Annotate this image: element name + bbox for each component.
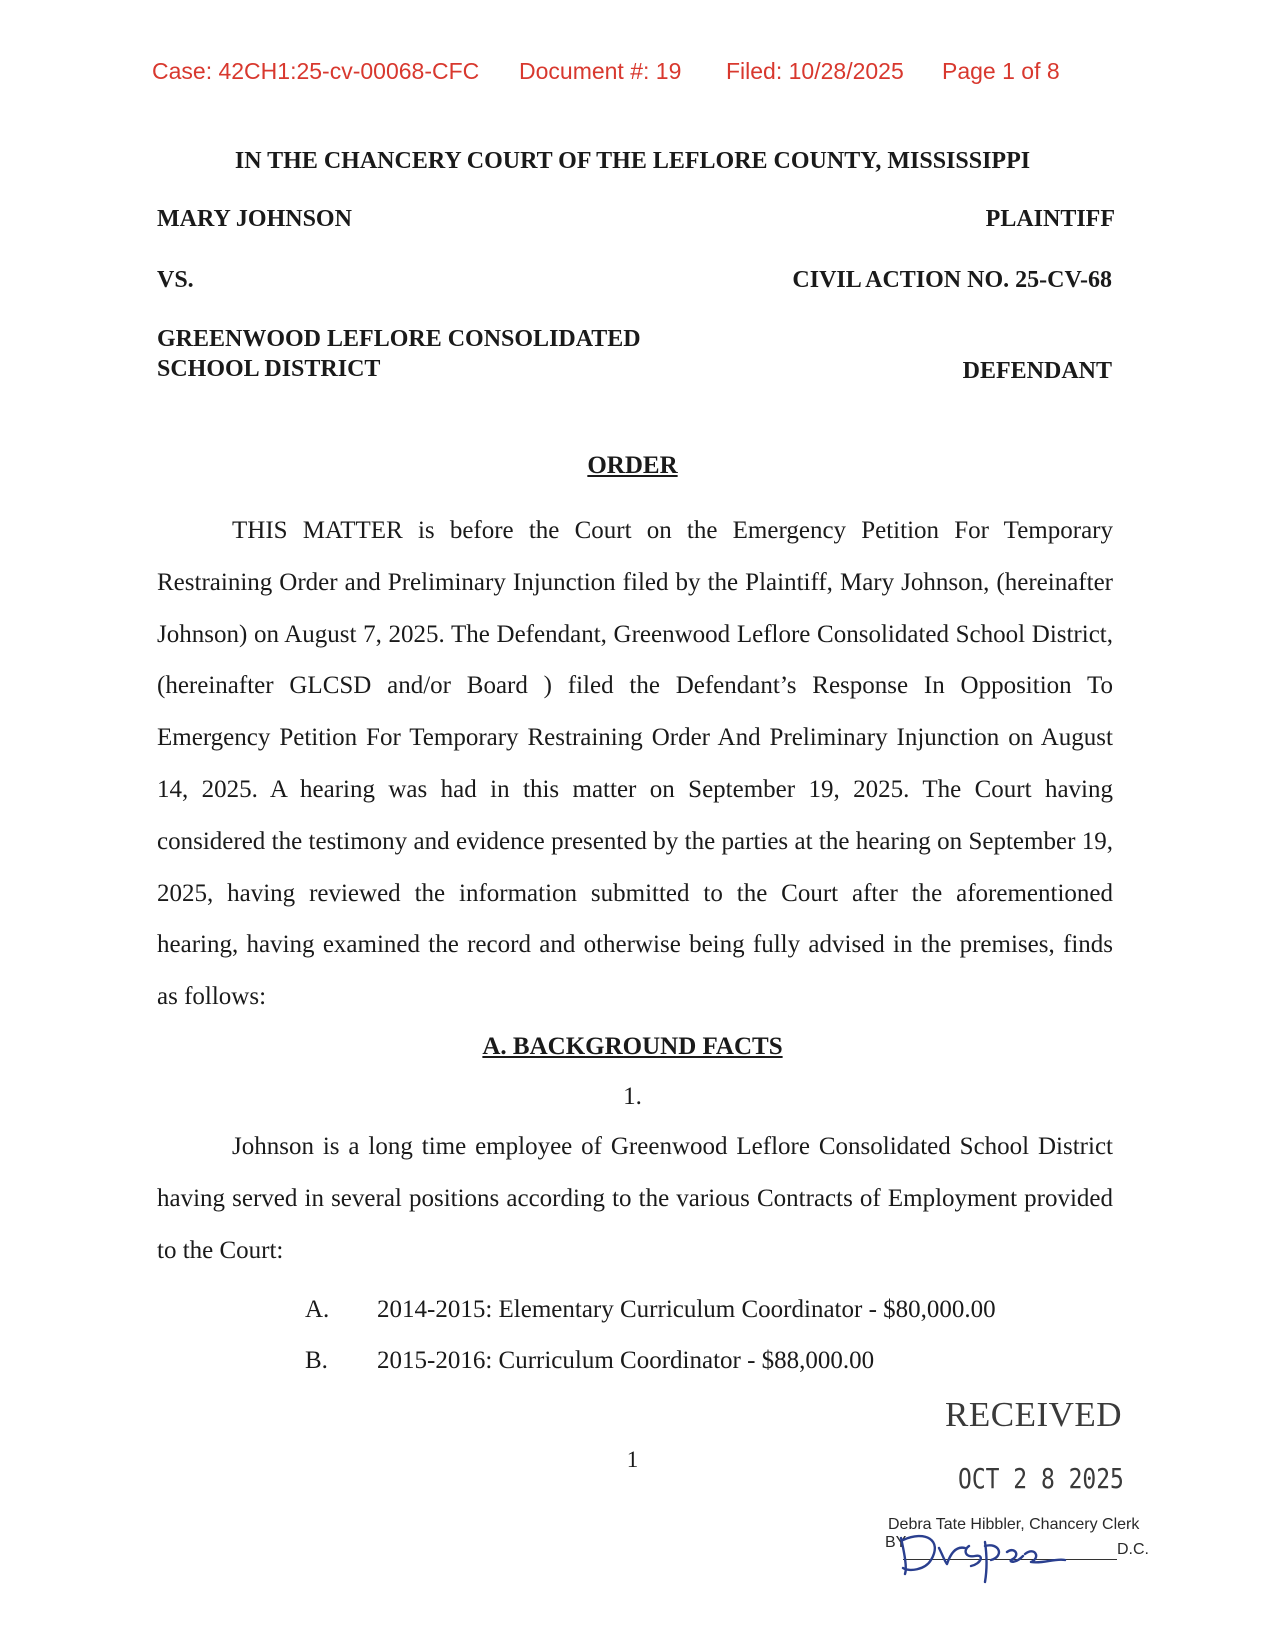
clerk-name: Debra Tate Hibbler, Chancery Clerk — [888, 1516, 1140, 1533]
section-title-text: A. BACKGROUND FACTS — [482, 1033, 783, 1060]
filed-date-stamp: Filed: 10/28/2025 — [726, 58, 904, 84]
order-title — [0, 452, 1265, 480]
deputy-clerk-label: D.C. — [1117, 1541, 1149, 1558]
defendant-label: DEFENDANT — [962, 358, 1112, 384]
civil-action-number: CIVIL ACTION NO. 25-CV-68 — [792, 267, 1112, 293]
section-title — [0, 1033, 1265, 1061]
list-item-letter: B. — [305, 1347, 328, 1374]
handwritten-signature — [895, 1516, 1075, 1586]
defendant-name-line1: GREENWOOD LEFLORE CONSOLIDATED — [157, 326, 641, 352]
list-item-text: 2014-2015: Elementary Curriculum Coordinator - $80,000.00 — [377, 1296, 996, 1323]
court-title: IN THE CHANCERY COURT OF THE LEFLORE COUNTY, MISSISSIPPI — [234, 148, 1031, 174]
background-paragraph: Johnson is a long time employee of Greenwood Leflore Consolidated School District having served in several positions according to the various Contracts of Employment provided to the Court: — [157, 1133, 1113, 1264]
plaintiff-label: PLAINTIFF — [985, 206, 1115, 232]
by-label: BY — [885, 1534, 907, 1551]
received-stamp-label: RECEIVED — [945, 1395, 1123, 1434]
order-title-text: ORDER — [587, 452, 678, 479]
case-number-stamp: Case: 42CH1:25-cv-00068-CFC — [152, 58, 480, 84]
list-item-text: 2015-2016: Curriculum Coordinator - $88,000.00 — [377, 1347, 875, 1374]
intro-paragraph: THIS MATTER is before the Court on the Emergency Petition For Temporary Restraining Order and Preliminary Injunction filed by the Plaintiff, Mary Johnson, (hereinafter Johnson) on August 7, 2025. The Defendant, Greenwood Leflore Consolidated School District, (hereinafter GLCSD and/or Board ) filed the Defendant’s Response In Opposition To Emergency Petition For Temporary Restraining Order And Preliminary Injunction on August 14, 2025. A hearing was had in this matter on September 19, 2025. The Court having considered the testimony and evidence presented by the parties at the hearing on September 19, 2025, having reviewed the information submitted to the Court after the aforementioned hearing, having examined the record and otherwise being fully advised in the premises, finds as follows: — [157, 517, 1113, 1011]
defendant-name-line2: SCHOOL DISTRICT — [157, 356, 381, 382]
paragraph-number: 1. — [623, 1083, 642, 1110]
list-item-letter: A. — [305, 1296, 330, 1323]
page-count-stamp: Page 1 of 8 — [942, 58, 1060, 84]
document-number-stamp: Document #: 19 — [519, 58, 682, 84]
versus-label: VS. — [157, 267, 194, 293]
page-number: 1 — [626, 1447, 639, 1472]
plaintiff-name: MARY JOHNSON — [157, 206, 352, 232]
received-stamp-date: OCT 2 8 2025 — [958, 1462, 1124, 1495]
